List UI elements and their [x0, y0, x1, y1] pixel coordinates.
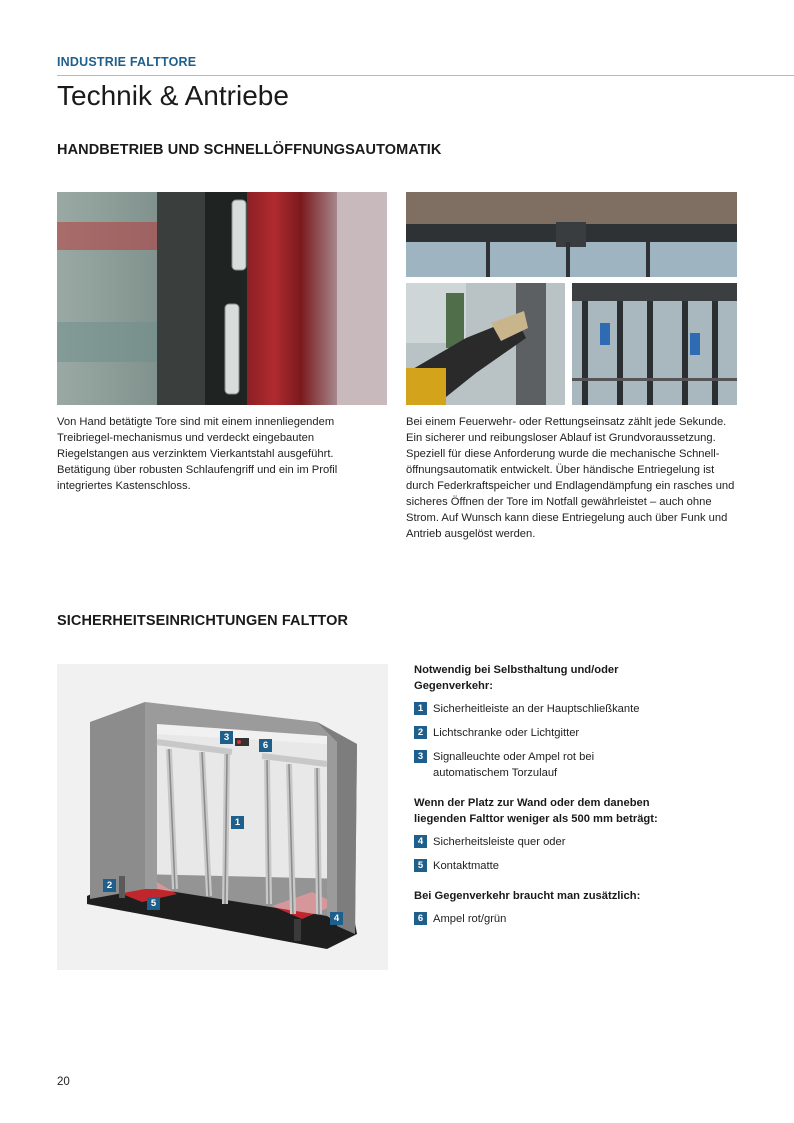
diagram-label-4: 4 [330, 912, 343, 925]
glove-photo [406, 283, 565, 405]
legend-label: Sicherheitleiste an der Hauptschließkante [433, 703, 640, 715]
diagram-label-6: 6 [259, 739, 272, 752]
legend-badge: 1 [414, 702, 427, 715]
legend-item [414, 911, 744, 927]
legend-label: Lichtschranke oder Lichtgitter [433, 727, 580, 739]
group1-title-line2: Gegenverkehr: [414, 680, 493, 692]
legend-badge: 2 [414, 726, 427, 739]
door-interior-photo [572, 283, 737, 405]
legend-badge: 5 [414, 859, 427, 872]
group3-title: Bei Gegenverkehr braucht man zusätzlich: [414, 890, 641, 902]
diagram-label-2: 2 [103, 879, 116, 892]
legend-label: Sicherheitsleiste quer oder [433, 836, 566, 848]
page-title: Technik & Antriebe [57, 80, 289, 111]
section-heading-manual: HANDBETRIEB UND SCHNELLÖFFNUNGSAUTOMATIK [57, 142, 442, 158]
handle-photo [57, 192, 387, 405]
group1-title-line1: Notwendig bei Selbsthaltung und/oder [414, 664, 619, 676]
legend-label: Signalleuchte oder Ampel rot bei automatischem Torzulauf [433, 751, 595, 779]
section-kicker: INDUSTRIE FALTTORE [57, 55, 197, 69]
legend-item [414, 834, 744, 850]
diagram-label-5: 5 [147, 897, 160, 910]
legend-item [414, 725, 744, 741]
group2-title-line1: Wenn der Platz zur Wand oder dem daneben [414, 797, 650, 809]
legend-label: Ampel rot/grün [433, 913, 507, 925]
group2-title-line2: liegenden Falttor weniger als 500 mm beträgt: [414, 813, 658, 825]
legend-item [414, 858, 744, 874]
diagram-label-1: 1 [231, 816, 244, 829]
quick-opening-text: Bei einem Feuerwehr- oder Rettungseinsatz zählt jede Sekunde. Ein sicherer und reibungsloser Ablauf ist Grundvoraussetzung. Speziell für diese Anforderung wurde die mechanische Schnell-öffnungsautomatik entwickelt. Über händische Entriegelung ist durch Federkraftspeicher und Endlagendämpfung ein rasches und sicheres Öffnen der Tore im Notfall gewährleistet – auch ohne Strom. Auf Wunsch kann diese Entriegelung auch über Funk und Antrieb ausgelöst werden. [406, 416, 735, 540]
header-rule [57, 75, 794, 76]
safety-legend [414, 662, 744, 927]
legend-item [414, 749, 744, 781]
legend-badge: 3 [414, 750, 427, 763]
manual-operation-text: Von Hand betätigte Tore sind mit einem innenliegendem Treibriegel-mechanismus und verdeckt eingebauten Riegelstangen aus verzinktem Vierkantstahl ausgeführt. Betätigung über robusten Schlaufengriff und ein im Profil integriertes Kastenschloss. [57, 416, 338, 492]
safety-diagram [57, 664, 388, 970]
diagram-label-3: 3 [220, 731, 233, 744]
legend-badge: 6 [414, 912, 427, 925]
legend-badge: 4 [414, 835, 427, 848]
section-heading-safety: SICHERHEITSEINRICHTUNGEN FALTTOR [57, 613, 349, 629]
top-rail-photo [406, 192, 737, 277]
legend-item [414, 701, 744, 717]
legend-label: Kontaktmatte [433, 860, 499, 872]
page-number: 20 [57, 1076, 70, 1088]
